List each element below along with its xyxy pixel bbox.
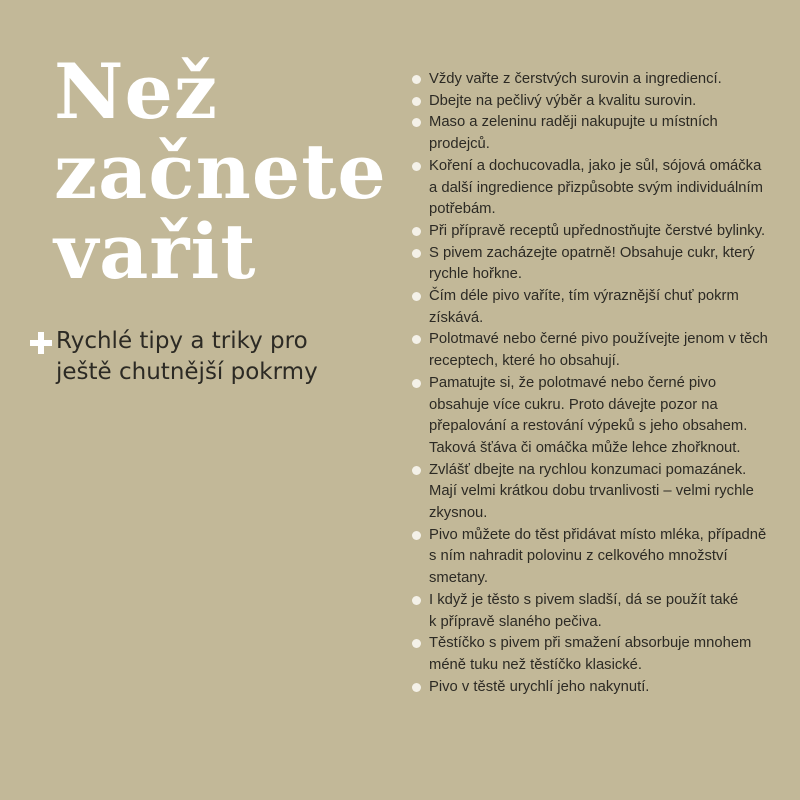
tip-item [412, 286, 787, 329]
tip-text-line: S pivem zacházejte opatrně! Obsahuje cukr, který [429, 244, 755, 261]
tip-item [412, 243, 787, 286]
tip-text-line: Taková šťáva či omáčka může lehce zhořknout. [429, 439, 741, 456]
tip-item [412, 633, 787, 676]
tip-text-line: smetany. [429, 570, 488, 587]
bullet-icon [412, 249, 421, 258]
bullet-icon [412, 335, 421, 344]
tip-text-line: obsahuje více cukru. Proto dávejte pozor na [429, 396, 718, 413]
tip-text-line: k přípravě slaného pečiva. [429, 613, 602, 630]
tip-text-line: získává. [429, 309, 484, 326]
tip-item [412, 329, 787, 372]
tip-item [412, 525, 787, 590]
plus-icon [30, 332, 52, 354]
bullet-icon [412, 97, 421, 106]
bullet-icon [412, 683, 421, 692]
tip-text-line: Maso a zeleninu raději nakupujte u místních [429, 114, 718, 131]
title-line: vařit [54, 207, 257, 296]
tip-text-line: Čím déle pivo vaříte, tím výraznější chuť pokrm [429, 288, 739, 305]
tip-text-line: Pivo můžete do těst přidávat místo mléka, případně [429, 526, 767, 543]
page-title [54, 47, 387, 296]
tip-text-line: Dbejte na pečlivý výběr a kvalitu surovin. [429, 92, 697, 109]
tip-item [412, 69, 787, 91]
tip-text-line: receptech, které ho obsahují. [429, 353, 620, 370]
tip-text-line: Těstíčko s pivem při smažení absorbuje mnohem [429, 635, 752, 652]
tip-text-line: Vždy vařte z čerstvých surovin a ingrediencí. [429, 71, 722, 87]
subtitle-line: ještě chutnější pokrmy [56, 359, 318, 385]
tip-item [412, 221, 787, 243]
tip-item [412, 91, 787, 113]
title-line: Než [54, 47, 218, 136]
tip-text-line: I když je těsto s pivem sladší, dá se použít také [429, 591, 739, 608]
bullet-icon [412, 118, 421, 127]
tip-text-line: s ním nahradit polovinu z celkového množství [429, 548, 728, 565]
bullet-icon [412, 227, 421, 236]
bullet-icon [412, 596, 421, 605]
tip-item [412, 156, 787, 221]
bullet-icon [412, 379, 421, 388]
tip-text-line: přepalování a restování výpeků s jeho obsahem. [429, 418, 748, 435]
tip-text-line: a další ingredience přizpůsobte svým individuálním [429, 179, 763, 196]
tip-item [412, 373, 787, 460]
subtitle [30, 326, 370, 388]
tip-text-line: Koření a dochucovadla, jako je sůl, sójová omáčka [429, 157, 762, 174]
bullet-icon [412, 639, 421, 648]
tip-item [412, 590, 787, 633]
tip-text-line: Mají velmi krátkou dobu trvanlivosti – velmi rychle [429, 483, 754, 500]
tip-text-line: Při přípravě receptů upřednostňujte čerstvé bylinky. [429, 222, 766, 239]
tip-text-line: potřebám. [429, 201, 496, 218]
tip-text-line: méně tuku než těstíčko klasické. [429, 656, 643, 673]
tip-item [412, 112, 787, 155]
bullet-icon [412, 531, 421, 540]
tip-item [412, 460, 787, 525]
tip-text-line: prodejců. [429, 136, 490, 153]
bullet-icon [412, 466, 421, 475]
tip-item [412, 677, 787, 699]
tip-text-line: Pivo v těstě urychlí jeho nakynutí. [429, 678, 650, 695]
subtitle-text [56, 326, 318, 388]
bullet-icon [412, 75, 421, 84]
tip-text-line: Zvlášť dbejte na rychlou konzumaci pomazánek. [429, 461, 747, 478]
bullet-icon [412, 162, 421, 171]
title-line: začnete [54, 127, 387, 216]
tip-text-line: rychle hořkne. [429, 266, 522, 283]
tip-text-line: Pamatujte si, že polotmavé nebo černé pivo [429, 374, 717, 391]
subtitle-line: Rychlé tipy a triky pro [56, 328, 308, 354]
tip-text-line: zkysnou. [429, 505, 488, 522]
tips-list [412, 69, 787, 698]
bullet-icon [412, 292, 421, 301]
tip-text-line: Polotmavé nebo černé pivo používejte jenom v těch [429, 331, 768, 348]
